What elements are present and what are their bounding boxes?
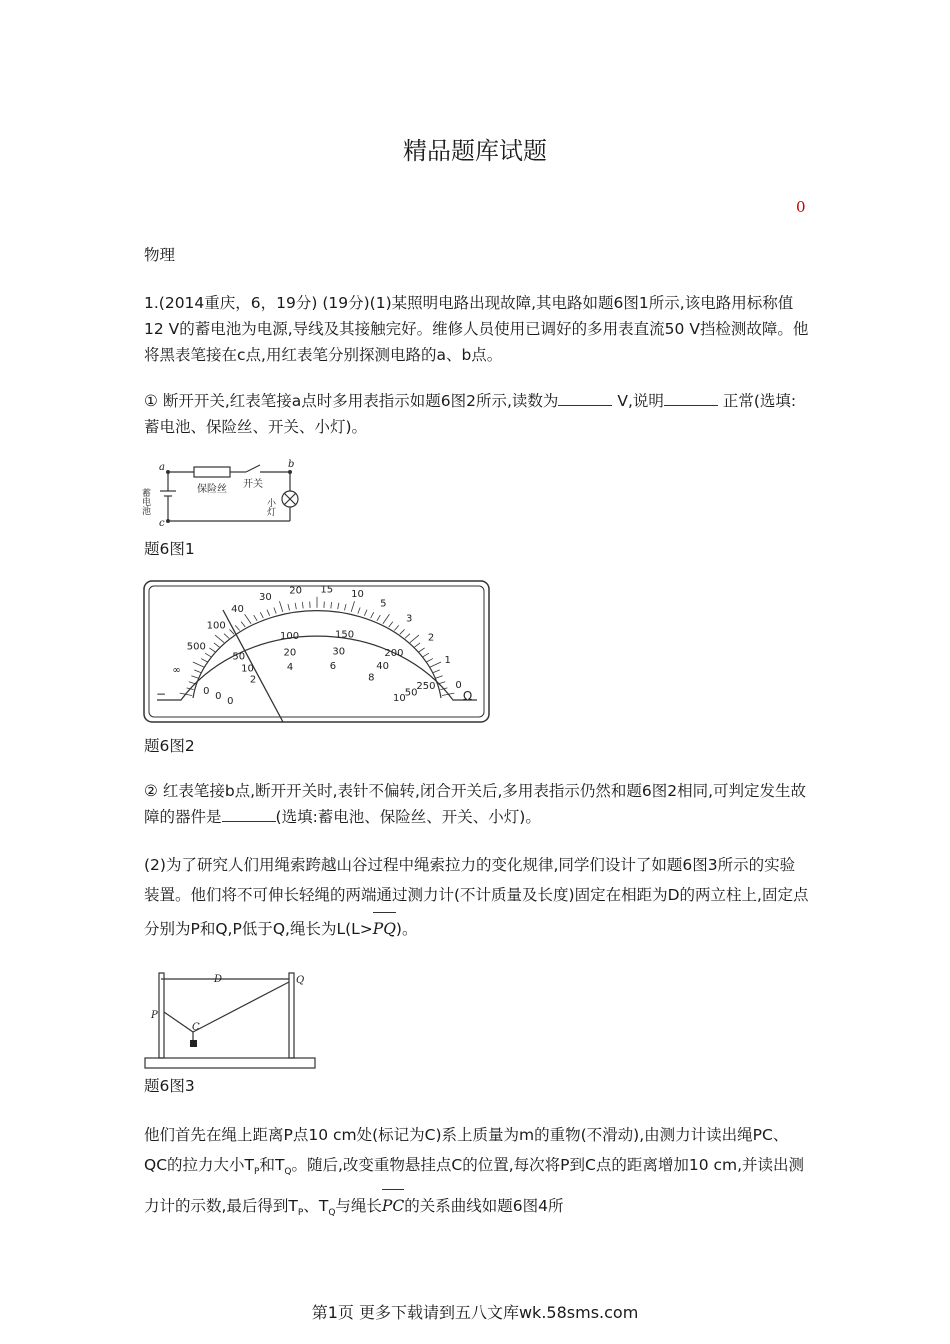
q1-step1: ① 断开开关,红表笔接a点时多用表指示如题6图2所示,读数为 V,说明 正常(选填:蓄电池、保险丝、开关、小灯)。: [144, 392, 797, 436]
ohm-scale-label: 3: [406, 613, 413, 625]
fig3-caption: 题6图3: [144, 1077, 195, 1095]
scale-10-label: 10: [393, 692, 406, 704]
label-switch: 开关: [243, 479, 263, 490]
node-b: [288, 470, 292, 474]
fig1-caption: 题6图1: [144, 540, 195, 558]
answer-blank: [664, 391, 718, 406]
label-fuse: 保险丝: [197, 484, 227, 495]
overline-pc: PC: [382, 1187, 404, 1221]
q1-part3: 他们首先在绳上距离P点10 cm处(标记为C)系上质量为m的重物(不滑动),由测力计读出绳PC、QC的拉力大小$T_P$和$T_Q$。随后,改变重物悬挂点C的位置,每次将P到C点的距离增加10 cm,并读出测力计的示数,最后得到$T_P$、$T_Q$与绳长PC的关系曲线如题6图4所: [144, 1120, 809, 1228]
page-title: 精品题库试题: [403, 137, 547, 165]
scale-250-label: 50: [232, 651, 246, 663]
ohm-scale-label: 40: [231, 604, 244, 616]
ohm-scale-label: 2: [427, 632, 435, 644]
subject-label: 物理: [144, 246, 176, 264]
scale-50-label: 0: [215, 691, 222, 703]
ohm-symbol: Ω: [463, 689, 473, 703]
multimeter-dial: [143, 580, 491, 724]
ohm-scale-label: 10: [351, 588, 364, 600]
label-D: D: [214, 974, 223, 985]
q1-step2: ② 红表笔接b点,断开开关时,表针不偏转,闭合开关后,多用表指示仍然和题6图2相同,可判定发生故障的器件是 (选填:蓄电池、保险丝、开关、小灯)。: [144, 782, 807, 826]
scale-10-label: 4: [286, 661, 294, 673]
ohm-scale-label: 100: [206, 620, 226, 632]
scale-50-label: 10: [241, 663, 254, 675]
label-c: c: [159, 518, 165, 529]
node-c: [166, 519, 170, 523]
ohm-scale-label: 5: [380, 598, 387, 610]
label-P: P: [151, 1010, 158, 1021]
weight-block: [190, 1040, 197, 1047]
scale-50-label: 40: [376, 660, 389, 672]
q1-intro: 1.(2014重庆，6，19分) (19分)(1)某照明电路出现故障,其电路如题6图1所示,该电路用标称值12 V的蓄电池为电源,导线及其接触完好。维修人员使用已调好的多用表直流50 V挡检测故障。他将黑表笔接在c点,用红表笔分别探测电路的a、b点。: [144, 294, 809, 364]
ohm-scale-label: 0: [455, 680, 462, 692]
label-lamp: 小灯: [265, 498, 275, 516]
minus-symbol: −: [156, 687, 167, 701]
scale-50-label: 50: [404, 687, 418, 699]
apparatus-diagram: [143, 968, 318, 1070]
q1-part2: (2)为了研究人们用绳索跨越山谷过程中绳索拉力的变化规律,同学们设计了如题6图3所示的实验装置。他们将不可伸长轻绳的两端通过测力计(不计质量及长度)固定在相距为D的两立柱上,固定点分别为P和Q,P低于Q,绳长为L(L>PQ)。: [144, 850, 809, 944]
label-Q: Q: [296, 975, 305, 986]
label-a: a: [159, 462, 165, 473]
answer-blank: [222, 807, 276, 822]
ohm-scale-label: ∞: [172, 664, 181, 676]
circuit-diagram: [142, 458, 312, 528]
ohm-scale-label: 500: [186, 641, 206, 653]
node-a: [166, 470, 170, 474]
scale-50-label: 30: [332, 646, 346, 658]
label-C: C: [192, 1022, 200, 1033]
page-footer: 第1页 更多下载请到五八文库wk.58sms.com: [311, 1303, 639, 1322]
scale-10-label: 8: [368, 672, 375, 684]
scale-250-label: 150: [335, 629, 355, 641]
scale-10-label: 6: [329, 661, 337, 673]
ohm-scale-label: 1: [444, 655, 451, 667]
overline-pq: PQ: [373, 910, 396, 944]
scale-250-label: 200: [384, 647, 404, 659]
label-b: b: [288, 459, 295, 470]
scale-250-label: 0: [203, 685, 210, 697]
page-mark: 0: [796, 198, 806, 216]
scale-10-label: 2: [249, 674, 257, 686]
label-battery: 蓄电池: [140, 488, 150, 515]
ohm-scale-label: 20: [289, 585, 302, 597]
answer-blank: [558, 391, 612, 406]
scale-50-label: 20: [283, 647, 297, 659]
scale-10-label: 0: [227, 695, 234, 707]
fig2-caption: 题6图2: [144, 737, 195, 755]
scale-250-label: 250: [416, 680, 436, 692]
ohm-scale-label: 30: [259, 592, 272, 604]
ohm-scale-label: 15: [320, 584, 334, 596]
scale-250-label: 100: [280, 630, 300, 642]
